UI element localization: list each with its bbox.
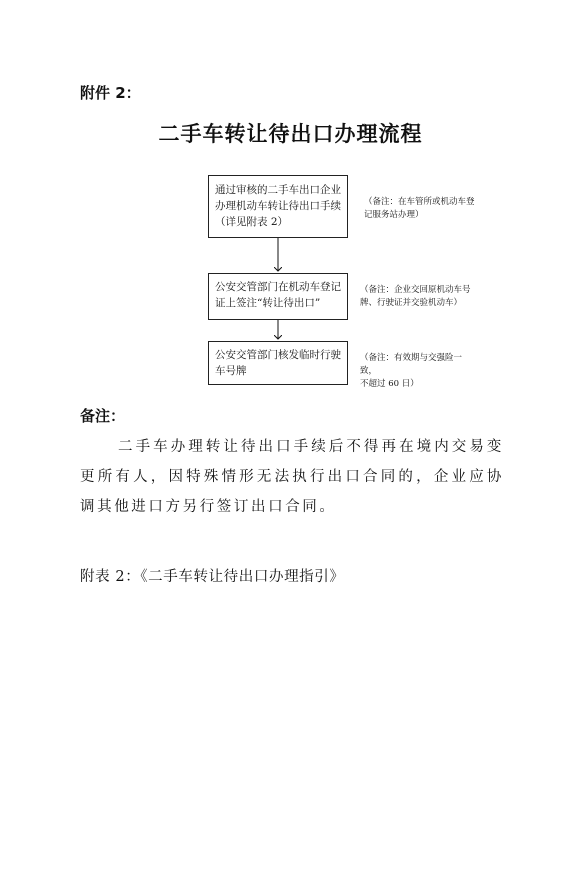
remark-label: 备注： bbox=[80, 407, 126, 425]
attachment-label: 附件 2： bbox=[80, 84, 141, 102]
flow-step-3-box: 公安交管部门核发临时行驶 车号牌 bbox=[208, 341, 348, 385]
page-title: 二手车转让待出口办理流程 bbox=[158, 121, 423, 146]
flow-step-1-box: 通过审核的二手车出口企业 办理机动车转让待出口手续 （详见附表 2） bbox=[208, 175, 348, 238]
appendix-reference: 附表 2：《二手车转让待出口办理指引》 bbox=[80, 569, 345, 585]
flow-step-2-box: 公安交管部门在机动车登记 证上签注“转让待出口” bbox=[208, 273, 348, 320]
flow-step-1-note: （备注：在车管所或机动车登 记服务站办理） bbox=[364, 197, 475, 220]
flow-step-2-note: （备注：企业交回原机动车号 牌、行驶证并交验机动车） bbox=[360, 285, 471, 308]
flow-step-3-note: （备注：有效期与交强险一致， 不超过 60 日） bbox=[360, 353, 463, 389]
remark-paragraph: 二手车办理转让待出口手续后不得再在境内交易变更所有人，因特殊情形无法执行出口合同的，企业应协调其他进口方另行签订出口合同。 bbox=[80, 439, 504, 515]
